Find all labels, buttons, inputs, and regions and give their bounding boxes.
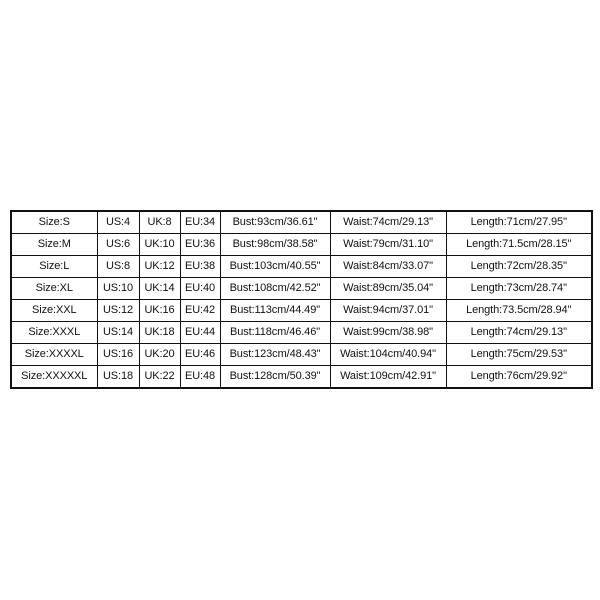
cell-waist: Waist:99cm/38.98" [330, 322, 446, 344]
cell-bust: Bust:113cm/44.49" [220, 300, 330, 322]
cell-length: Length:73.5cm/28.94" [446, 300, 592, 322]
cell-uk: UK:12 [139, 256, 180, 278]
cell-waist: Waist:104cm/40.94" [330, 344, 446, 366]
table-row [11, 256, 592, 278]
cell-us: US:12 [97, 300, 139, 322]
table-row [11, 344, 592, 366]
cell-waist: Waist:79cm/31.10" [330, 234, 446, 256]
cell-us: US:18 [97, 366, 139, 389]
cell-size: Size:XXXL [11, 322, 97, 344]
cell-size: Size:L [11, 256, 97, 278]
cell-eu: EU:42 [180, 300, 220, 322]
cell-uk: UK:10 [139, 234, 180, 256]
cell-uk: UK:20 [139, 344, 180, 366]
cell-eu: EU:44 [180, 322, 220, 344]
cell-length: Length:71.5cm/28.15" [446, 234, 592, 256]
cell-eu: EU:48 [180, 366, 220, 389]
cell-waist: Waist:94cm/37.01" [330, 300, 446, 322]
cell-eu: EU:38 [180, 256, 220, 278]
cell-size: Size:XXXXXL [11, 366, 97, 389]
cell-uk: UK:14 [139, 278, 180, 300]
cell-length: Length:75cm/29.53" [446, 344, 592, 366]
table-row [11, 211, 592, 234]
cell-bust: Bust:93cm/36.61" [220, 211, 330, 234]
table-row [11, 234, 592, 256]
cell-length: Length:72cm/28.35" [446, 256, 592, 278]
cell-bust: Bust:98cm/38.58" [220, 234, 330, 256]
table-row [11, 322, 592, 344]
cell-size: Size:S [11, 211, 97, 234]
table-row [11, 278, 592, 300]
cell-bust: Bust:118cm/46.46" [220, 322, 330, 344]
cell-waist: Waist:109cm/42.91" [330, 366, 446, 389]
cell-us: US:6 [97, 234, 139, 256]
cell-waist: Waist:84cm/33.07" [330, 256, 446, 278]
cell-us: US:8 [97, 256, 139, 278]
cell-us: US:4 [97, 211, 139, 234]
cell-eu: EU:46 [180, 344, 220, 366]
cell-size: Size:XL [11, 278, 97, 300]
cell-bust: Bust:123cm/48.43" [220, 344, 330, 366]
cell-uk: UK:18 [139, 322, 180, 344]
cell-uk: UK:22 [139, 366, 180, 389]
cell-size: Size:XXXXL [11, 344, 97, 366]
cell-waist: Waist:89cm/35.04" [330, 278, 446, 300]
cell-uk: UK:16 [139, 300, 180, 322]
cell-size: Size:M [11, 234, 97, 256]
cell-bust: Bust:103cm/40.55" [220, 256, 330, 278]
cell-length: Length:73cm/28.74" [446, 278, 592, 300]
cell-bust: Bust:108cm/42.52" [220, 278, 330, 300]
cell-eu: EU:40 [180, 278, 220, 300]
table-row [11, 300, 592, 322]
cell-waist: Waist:74cm/29.13" [330, 211, 446, 234]
cell-length: Length:74cm/29.13" [446, 322, 592, 344]
table-row [11, 366, 592, 389]
cell-length: Length:71cm/27.95" [446, 211, 592, 234]
cell-length: Length:76cm/29.92" [446, 366, 592, 389]
cell-us: US:14 [97, 322, 139, 344]
cell-uk: UK:8 [139, 211, 180, 234]
cell-size: Size:XXL [11, 300, 97, 322]
cell-eu: EU:34 [180, 211, 220, 234]
size-chart-table [10, 210, 593, 389]
size-chart-body [11, 211, 592, 388]
cell-bust: Bust:128cm/50.39" [220, 366, 330, 389]
cell-eu: EU:36 [180, 234, 220, 256]
cell-us: US:16 [97, 344, 139, 366]
cell-us: US:10 [97, 278, 139, 300]
